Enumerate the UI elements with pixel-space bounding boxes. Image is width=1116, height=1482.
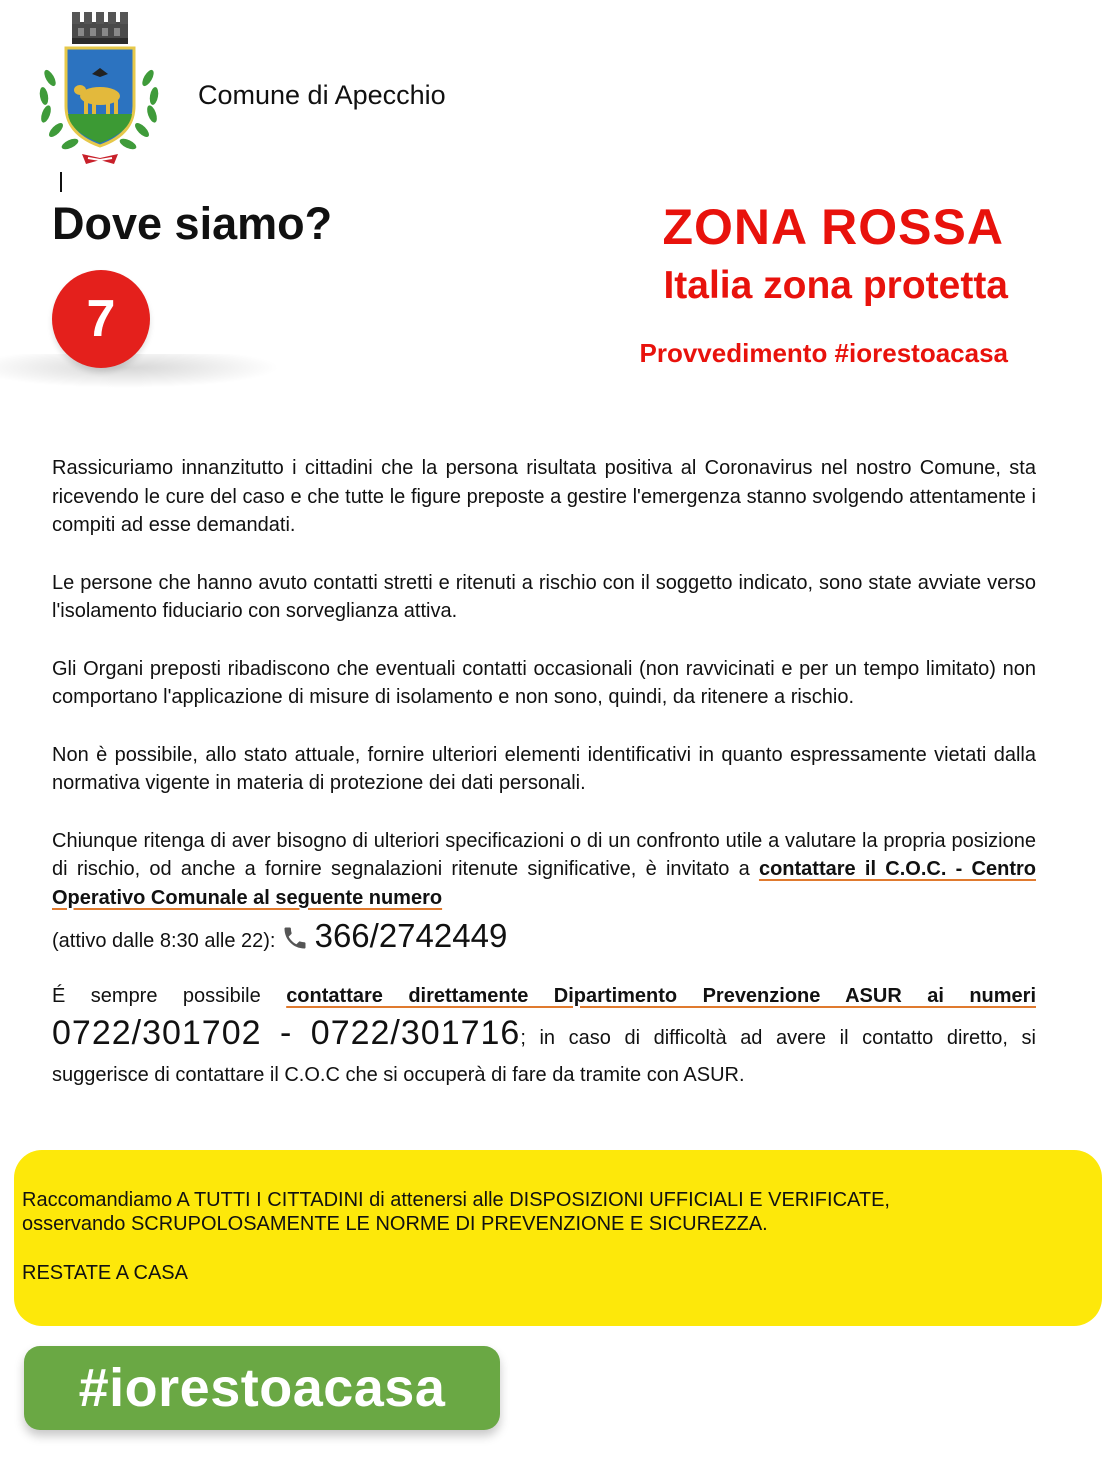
paragraph-reassurance: Rassicuriamo innanzitutto i cittadini che la persona risultata positiva al Coronavirus nel nostro Comune, sta ricevendo le cure del caso e che tutte le figure preposte a gestire l'emergenza stanno svolgendo attentamente i compiti ad esse demandati. <box>52 457 1036 536</box>
stay-home-cta: RESTATE A CASA <box>22 1262 188 1284</box>
coat-of-arms-logo <box>28 8 170 176</box>
measure-title: Provvedimento #iorestoacasa <box>639 338 1008 368</box>
asur-phone-numbers[interactable]: 0722/301702 - 0722/301716 <box>52 1013 521 1052</box>
day-number-badge: 7 <box>52 270 150 368</box>
ribbon-icon <box>82 154 118 164</box>
coc-contact-link[interactable]: contattare il C.O.C. - Centro Operativo Comunale al seguente numero <box>52 858 1036 909</box>
phone-icon <box>281 924 309 952</box>
notice-line-1: Raccomandiamo A TUTTI I CITTADINI di attenersi alle DISPOSIZIONI UFFICIALI E VERIFICATE, <box>22 1189 890 1211</box>
paragraph-coc-contact <box>52 827 1036 913</box>
day-badge-wrapper <box>0 262 290 392</box>
coc-hours: (attivo dalle 8:30 alle 22): <box>52 930 276 952</box>
badge-shadow <box>0 354 280 388</box>
coc-intro-text: Chiunque ritenga di aver bisogno di ulteriori specificazioni o di un confronto utile a valutare la propria posizione di rischio, od anche a fornire segnalazioni ritenute significative, è invitato a <box>52 829 1036 880</box>
asur-intro-text: É sempre possibile <box>52 984 261 1007</box>
where-are-we-heading: Dove siamo? <box>52 198 333 249</box>
asur-contact-link[interactable]: contattare direttamente Dipartimento Prevenzione ASUR ai numeri <box>286 984 1036 1007</box>
notice-text <box>22 1188 1090 1236</box>
protected-zone-subtitle: Italia zona protetta <box>663 264 1008 307</box>
coc-phone-number[interactable]: 366/2742449 <box>314 917 508 954</box>
paragraph-privacy: Non è possibile, allo stato attuale, fornire ulteriori elementi identificativi in quanto espressamente vietati dalla normativa vigente in materia di protezione dei dati personali. <box>52 743 1036 794</box>
hashtag-banner <box>24 1346 500 1430</box>
paragraph-asur-contact <box>52 982 1036 1089</box>
hashtag-text: #iorestoacasa <box>78 1358 446 1418</box>
coc-phone-line <box>52 917 1036 956</box>
notice-box <box>14 1150 1102 1326</box>
red-zone-title: ZONA ROSSA <box>662 199 1004 255</box>
announcement-body <box>52 454 1036 1118</box>
asur-fallback-text: ; in caso di difficoltà ad avere il contatto diretto, si suggerisce di contattare il C.O.C che si occuperà di fare da tramite con ASUR. <box>52 1026 1036 1086</box>
text-cursor-mark <box>60 172 62 192</box>
notice-line-2: osservando SCRUPOLOSAMENTE LE NORME DI PREVENZIONE E SICUREZZA. <box>22 1213 768 1235</box>
municipality-name: Comune di Apecchio <box>198 80 446 110</box>
paragraph-isolation: Le persone che hanno avuto contatti stretti e ritenuti a rischio con il soggetto indicato, sono state avviate verso l'isolamento fiduciario con sorveglianza attiva. <box>52 571 1036 622</box>
paragraph-occasional-contacts: Gli Organi preposti ribadiscono che eventuali contatti occasionali (non ravvicinati e per un tempo limitato) non comportano l'applicazione di misure di isolamento e non sono, quindi, da ritenere a rischio. <box>52 657 1036 708</box>
crown-icon <box>72 12 128 44</box>
